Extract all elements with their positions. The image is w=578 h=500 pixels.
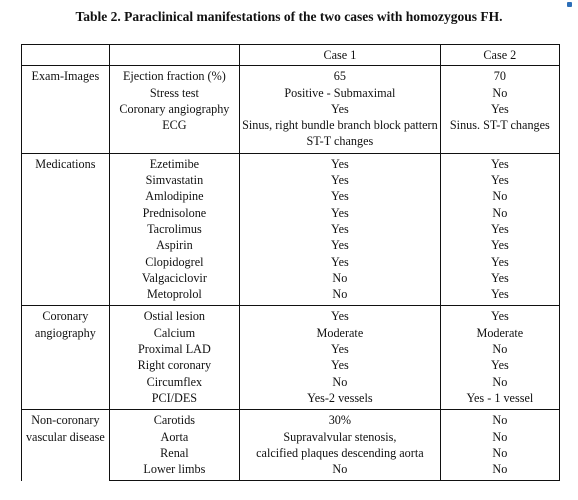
- case1-value: Moderate: [240, 325, 441, 341]
- group-label: Non-coronary vascular disease: [22, 410, 110, 481]
- row-label: Stress test: [149, 85, 199, 100]
- case1-value: Yes: [240, 101, 441, 117]
- row-label: Ostial lesion: [109, 306, 239, 325]
- group-label: Medications: [22, 153, 110, 306]
- case2-value: No: [440, 445, 559, 461]
- row-label: Ezetimibe: [109, 153, 239, 172]
- header-case2: Case 2: [440, 45, 559, 66]
- paraclinical-table: [21, 44, 560, 481]
- case1-value: No: [240, 286, 441, 306]
- case2-value: Yes: [440, 172, 559, 188]
- row-label: PCI/DES: [151, 390, 198, 405]
- case1-value: Yes: [240, 153, 441, 172]
- case1-value: No: [240, 374, 441, 390]
- case2-value: No: [440, 461, 559, 481]
- group-label: Exam-Images: [22, 66, 110, 153]
- case2-value: Yes: [440, 221, 559, 237]
- header-blank-cell: [22, 45, 110, 66]
- row-label: Metoprolol: [146, 287, 202, 302]
- table-row: [22, 153, 560, 172]
- case1-value: Yes: [240, 341, 441, 357]
- row-label: Right coronary: [137, 358, 212, 373]
- corner-marker: [567, 2, 572, 7]
- case2-value: Yes: [440, 101, 559, 117]
- case1-value: Yes: [240, 188, 441, 204]
- row-label: Carotids: [109, 410, 239, 429]
- case2-value: Yes: [440, 286, 559, 306]
- row-label: Simvastatin: [145, 173, 204, 188]
- row-label: Tacrolimus: [147, 221, 202, 236]
- case2-value: Yes: [440, 357, 559, 373]
- case2-value: Yes: [440, 237, 559, 253]
- row-label: Valgaciclovir: [141, 270, 207, 285]
- case1-value: No: [240, 461, 441, 481]
- case2-value: Moderate: [440, 325, 559, 341]
- case2-value: Yes - 1 vessel: [440, 390, 559, 410]
- row-label: Aspirin: [156, 238, 193, 253]
- case1-value: 65: [240, 66, 441, 85]
- table-caption: Table 2. Paraclinical manifestations of the two cases with homozygous FH.: [75, 9, 503, 24]
- case2-value: No: [440, 188, 559, 204]
- case1-value: Yes: [240, 357, 441, 373]
- group-label: Coronary angiography: [22, 306, 110, 410]
- row-label: Prednisolone: [142, 205, 207, 220]
- case1-value: Supravalvular stenosis,: [240, 429, 441, 445]
- case1-value: Yes: [240, 221, 441, 237]
- row-label: Lower limbs: [109, 461, 239, 481]
- row-label: Circumflex: [146, 374, 203, 389]
- case1-value: Yes-2 vessels: [240, 390, 441, 410]
- case1-value: Yes: [240, 172, 441, 188]
- case2-value: No: [440, 85, 559, 101]
- case2-value: No: [440, 205, 559, 221]
- case2-value: No: [440, 341, 559, 357]
- case2-value: No: [440, 410, 559, 429]
- table-row: [22, 306, 560, 325]
- case2-value: No: [440, 429, 559, 445]
- case1-value: Yes: [240, 205, 441, 221]
- row-label: Renal: [160, 445, 189, 460]
- case2-value: Yes: [440, 254, 559, 270]
- case2-value: No: [440, 374, 559, 390]
- header-row: [22, 45, 560, 66]
- row-label: Coronary angiography: [119, 101, 230, 116]
- row-label: ECG: [162, 118, 187, 133]
- case1-value: calcified plaques descending aorta: [240, 445, 441, 461]
- table-row: [22, 410, 560, 429]
- case1-value: No: [240, 270, 441, 286]
- case1-value: Yes: [240, 237, 441, 253]
- table-row: [22, 66, 560, 85]
- case1-value: Yes: [240, 254, 441, 270]
- header-blank-cell: [109, 45, 239, 66]
- row-label: Calcium: [153, 325, 196, 340]
- case2-value: Yes: [440, 270, 559, 286]
- case1-value: Positive - Submaximal: [240, 85, 441, 101]
- case2-value: Yes: [440, 306, 559, 325]
- row-label: Amlodipine: [145, 189, 204, 204]
- case1-value: Sinus, right bundle branch block pattern ST-T changes: [240, 117, 441, 153]
- case1-value: Yes: [240, 306, 441, 325]
- case2-value: Yes: [440, 153, 559, 172]
- header-case1: Case 1: [240, 45, 441, 66]
- row-label: Ejection fraction (%): [109, 66, 239, 85]
- case1-value: 30%: [240, 410, 441, 429]
- case2-value: Sinus. ST-T changes: [440, 117, 559, 153]
- row-label: Clopidogrel: [145, 254, 204, 269]
- row-label: Aorta: [160, 429, 189, 444]
- case2-value: 70: [440, 66, 559, 85]
- row-label: Proximal LAD: [138, 342, 211, 357]
